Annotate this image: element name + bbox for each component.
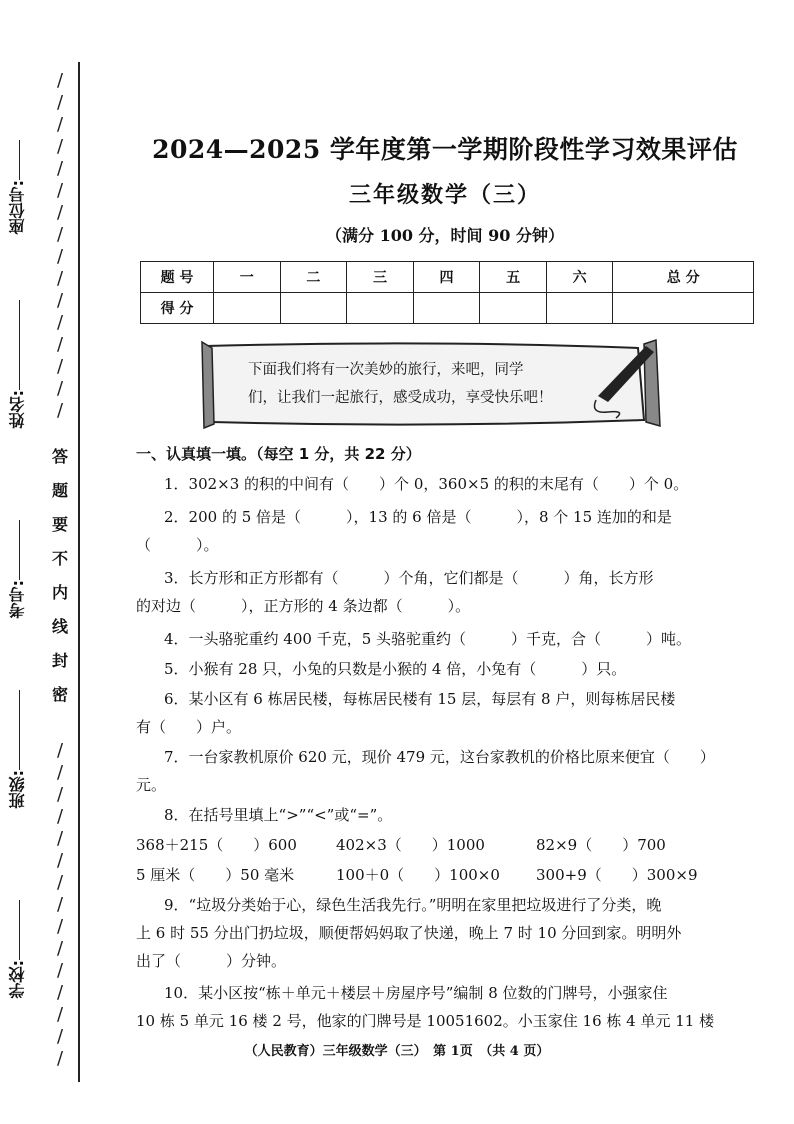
question-1: 1．302×3 的积的中间有（ ）个 0，360×5 的积的末尾有（ ）个 0。: [164, 475, 689, 493]
question-8-row1: 368＋215（ ）600 402×3（ ）1000 82×9（ ）700: [136, 836, 666, 854]
school-field: 学校:: [6, 900, 32, 998]
question-3: 3．长方形和正方形都有（ ）个角，它们都是（ ）角，长方形: [164, 569, 654, 587]
question-10: 10．某小区按“栋＋单元＋楼层＋房屋序号”编制 8 位数的门牌号，小强家住: [164, 984, 668, 1002]
exam-info: （满分 100 分，时间 90 分钟）: [326, 226, 564, 245]
question-7-cont: 元。: [136, 776, 167, 794]
name-field: 姓名:: [6, 300, 32, 428]
score-cell[interactable]: [546, 293, 613, 324]
section-title: 一、认真填一填。（每空 1 分，共 22 分）: [136, 445, 421, 463]
question-3-cont: 的对边（ ），正方形的 4 条边都（ ）。: [136, 597, 471, 615]
question-2: 2．200 的 5 倍是（ ），13 的 6 倍是（ ），8 个 15 连加的和是: [164, 508, 672, 526]
score-cell[interactable]: [480, 293, 547, 324]
banner-text: 下面我们将有一次美妙的旅行，来吧，同学 们，让我们一起旅行，感受成功，享受快乐吧！: [248, 362, 553, 406]
question-4: 4．一头骆驼重约 400 千克，5 头骆驼重约（ ）千克，合（ ）吨。: [164, 630, 692, 648]
question-5: 5．小猴有 28 只，小兔的只数是小猴的 4 倍，小兔有（ ）只。: [164, 660, 627, 678]
question-8-row2: 5 厘米（ ）50 毫米 100＋0（ ）100×0 300+9（ ）300×9: [136, 866, 698, 884]
score-cell[interactable]: [347, 293, 414, 324]
question-10-cont: 10 栋 5 单元 16 楼 2 号，他家的门牌号是 10051602。小玉家住 16 栋 4 单元 11 楼: [136, 1012, 715, 1030]
question-9-cont: 上 6 时 55 分出门扔垃圾，顺便帮妈妈取了快递，晚上 7 时 10 分回到家。明明外: [136, 924, 682, 942]
question-6-cont: 有（ ）户。: [136, 718, 242, 736]
question-6: 6．某小区有 6 栋居民楼，每栋居民楼有 15 层，每层有 8 户，则每栋居民楼: [164, 690, 676, 708]
question-9: 9．“垃圾分类始于心，绿色生活我先行。”明明在家里把垃圾进行了分类，晚: [164, 896, 662, 914]
section1: [136, 440, 760, 1035]
binding-strip: [0, 0, 84, 1124]
score-cell[interactable]: [613, 293, 754, 324]
header: [130, 130, 760, 246]
seal-slashes-bottom: / / / / / / / / / / / / / / /: [56, 740, 64, 1069]
class-field: 班级:: [6, 690, 32, 808]
intro-banner: [198, 338, 668, 430]
exam-title: 2024—2025 学年度第一学期阶段性学习效果评估: [152, 135, 738, 164]
page-footer: （人民教育）三年级数学（三） 第 1页 （共 4 页）: [244, 1044, 550, 1059]
score-table-row: 得 分: [141, 293, 754, 324]
exam-subtitle: 三年级数学（三）: [348, 182, 541, 208]
question-7: 7．一台家教机原价 620 元，现价 479 元，这台家教机的价格比原来便宜（ ）: [164, 748, 715, 766]
question-2-cont: （ ）。: [136, 536, 219, 554]
score-table: [140, 261, 754, 324]
seal-warning: 答 题 要 不 内 线 封 密: [51, 447, 68, 704]
score-cell[interactable]: [214, 293, 281, 324]
question-9-cont2: 出了（ ）分钟。: [136, 952, 287, 970]
seat-field: 座位号:: [6, 140, 32, 234]
score-cell[interactable]: [413, 293, 480, 324]
exam-no-field: 考号:: [6, 520, 32, 618]
score-table-header: 题 号 一 二 三 四 五 六 总 分: [141, 262, 754, 293]
seal-slashes-top: / / / / / / / / / / / / / / / /: [56, 70, 64, 421]
score-cell[interactable]: [280, 293, 347, 324]
binding-line: [78, 62, 80, 1082]
question-8: 8．在括号里填上“>”“<”或“=”。: [164, 806, 393, 824]
